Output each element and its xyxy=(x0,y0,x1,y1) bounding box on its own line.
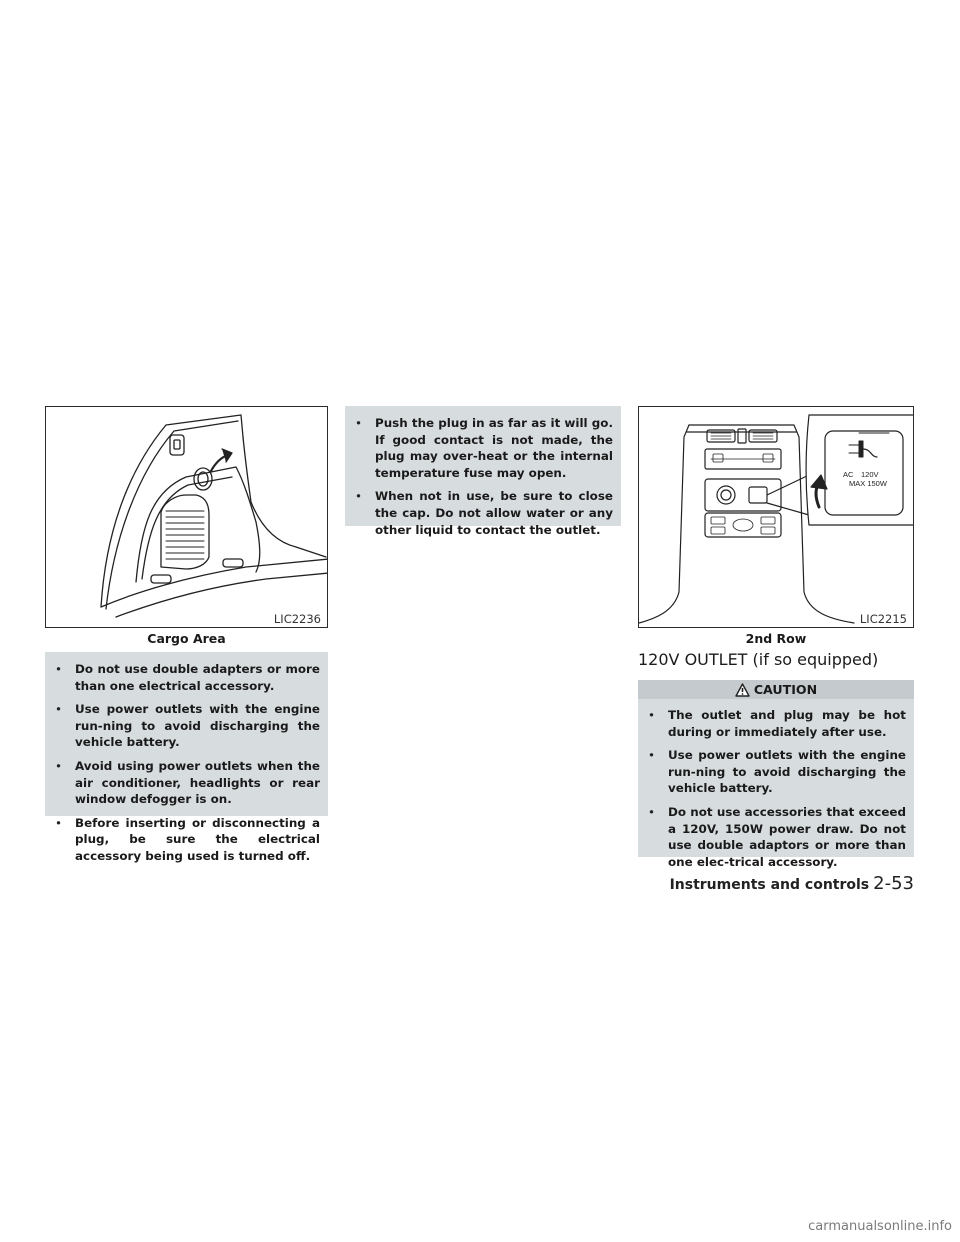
bullet: • xyxy=(648,748,656,763)
inset-label-ac: AC xyxy=(843,470,854,479)
bullet: • xyxy=(55,758,63,773)
notes-box-left xyxy=(45,652,328,863)
page-footer xyxy=(670,873,914,894)
note-item: • Use power outlets with the engine run-ning to avoid discharging the vehicle battery. xyxy=(648,748,906,796)
figure-code: LIC2236 xyxy=(273,612,321,626)
footer-section-name: Instruments and controls xyxy=(669,877,870,893)
section-title: 120V OUTLET (if so equipped) xyxy=(638,650,879,669)
caution-label: CAUTION xyxy=(753,682,818,697)
figure-code: LIC2215 xyxy=(859,612,907,626)
bullet: • xyxy=(355,416,363,430)
bullet: • xyxy=(648,804,656,819)
bullet: • xyxy=(355,489,363,504)
watermark: carmanualsonline.info xyxy=(808,1219,952,1234)
bullet: • xyxy=(55,815,63,830)
warning-icon xyxy=(735,683,750,697)
bullet: • xyxy=(55,662,63,676)
figure-2nd-row xyxy=(638,406,914,628)
note-item: • Push the plug in as far as it will go. If good contact is not made, the plug may over-heat or the internal temperature fuse may open. xyxy=(355,416,613,480)
note-item: • Use power outlets with the engine run-ning to avoid discharging the vehicle battery. xyxy=(55,702,320,750)
note-item: • When not in use, be sure to close the cap. Do not allow water or any other liquid to contact the outlet. xyxy=(355,489,613,537)
bullet: • xyxy=(55,702,63,717)
note-item: • Avoid using power outlets when the air conditioner, headlights or rear window defogger is on. xyxy=(55,758,320,807)
note-item: • Before inserting or disconnecting a plug, be sure the electrical accessory being used is turned off. xyxy=(55,815,320,863)
bullet: • xyxy=(648,708,656,722)
second-row-illustration xyxy=(639,407,914,628)
note-item: • Do not use accessories that exceed a 120V, 150W power draw. Do not use double adaptors or more than one elec-trical accessory. xyxy=(648,804,906,869)
inset-label-max: MAX 150W xyxy=(849,479,887,488)
figure-caption-2nd-row: 2nd Row xyxy=(745,631,807,646)
page-number: 2-53 xyxy=(873,873,914,894)
inset-label-volt: 120V xyxy=(861,470,879,479)
note-item: • Do not use double adapters or more than one electrical accessory. xyxy=(55,662,320,693)
note-item: • The outlet and plug may be hot during or immediately after use. xyxy=(648,708,906,739)
caution-box xyxy=(638,680,914,869)
figure-caption-cargo-area: Cargo Area xyxy=(147,631,226,646)
figure-cargo-area xyxy=(45,406,328,628)
cargo-area-illustration xyxy=(46,407,328,628)
notes-box-middle xyxy=(345,406,621,537)
caution-header xyxy=(638,680,914,699)
